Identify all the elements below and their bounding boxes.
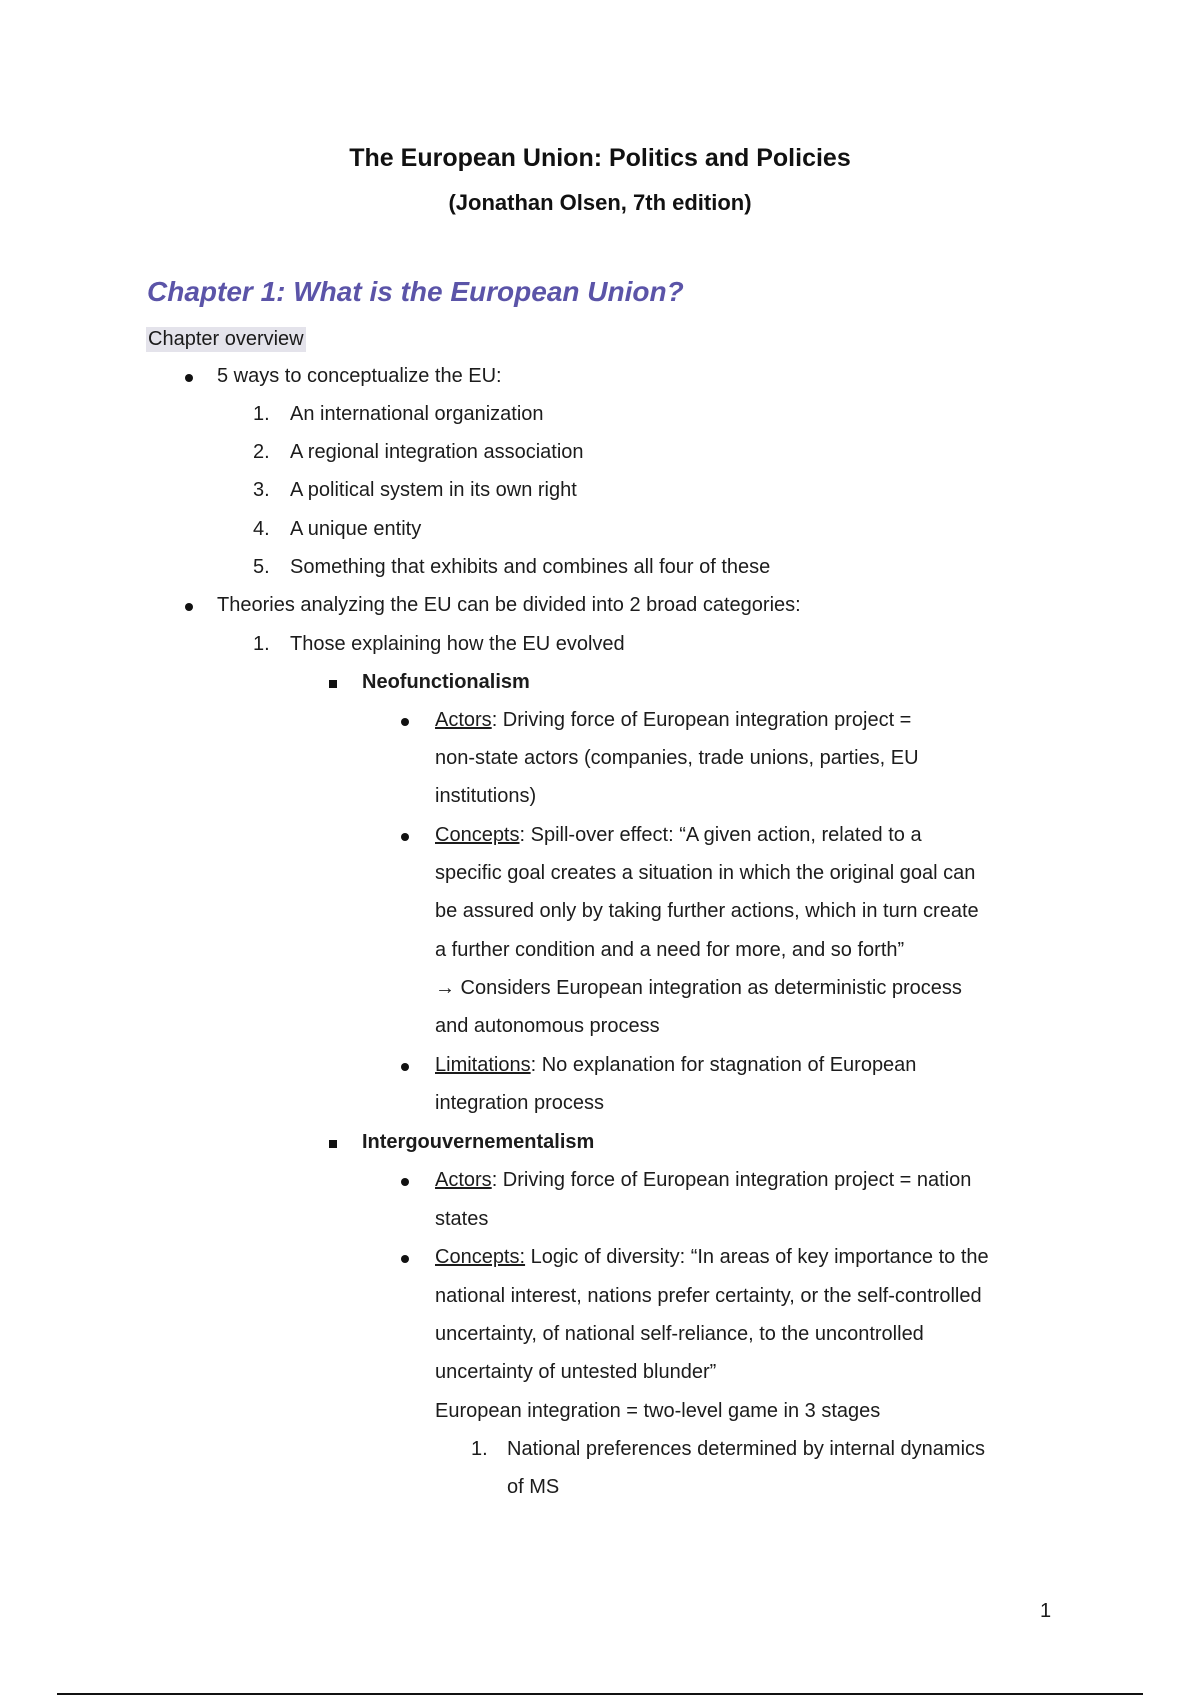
document-title: The European Union: Politics and Policies xyxy=(349,144,851,172)
list-item: A unique entity xyxy=(290,518,422,540)
bullet-icon xyxy=(401,1178,409,1186)
concepts-text: : Spill-over effect: “A given action, related to a xyxy=(519,824,922,846)
list-number: 4. xyxy=(253,518,270,540)
actors-label: Actors xyxy=(435,709,492,731)
list-number: 5. xyxy=(253,556,270,578)
square-bullet-icon xyxy=(329,680,337,688)
concepts-label: Concepts xyxy=(435,824,520,846)
list-item-continuation: uncertainty of untested blunder” xyxy=(435,1361,717,1383)
list-item-continuation: uncertainty, of national self-reliance, to the uncontrolled xyxy=(435,1323,924,1345)
document-subtitle: (Jonathan Olsen, 7th edition) xyxy=(448,190,752,215)
list-item: 5 ways to conceptualize the EU: xyxy=(217,365,502,387)
list-item-continuation: institutions) xyxy=(435,785,537,807)
concepts-label: Concepts: xyxy=(435,1246,526,1268)
list-item-continuation: a further condition and a need for more, and so forth” xyxy=(435,939,905,961)
bullet-icon xyxy=(401,833,409,841)
list-item xyxy=(435,1167,971,1193)
actors-label: Actors xyxy=(435,1169,492,1191)
list-item: A political system in its own right xyxy=(290,479,577,501)
list-item: National preferences determined by internal dynamics xyxy=(507,1438,986,1460)
chapter-heading: Chapter 1: What is the European Union? xyxy=(147,276,684,307)
bullet-icon xyxy=(401,718,409,726)
limitations-label: Limitations xyxy=(435,1054,531,1076)
list-number: 2. xyxy=(253,441,270,463)
list-item-continuation: non-state actors (companies, trade unions, parties, EU xyxy=(435,747,919,769)
list-number: 1. xyxy=(253,633,270,655)
bullet-icon xyxy=(185,603,193,611)
square-bullet-icon xyxy=(329,1140,337,1148)
list-item-continuation: integration process xyxy=(435,1092,604,1114)
list-item-continuation: and autonomous process xyxy=(435,1015,660,1037)
list-number: 3. xyxy=(253,479,270,501)
list-item-continuation: specific goal creates a situation in which the original goal can xyxy=(435,862,976,884)
list-item xyxy=(435,1244,989,1270)
list-item-continuation: national interest, nations prefer certainty, or the self-controlled xyxy=(435,1285,982,1307)
theory-heading-intergouvernementalism: Intergouvernementalism xyxy=(362,1131,595,1153)
limitations-text: : No explanation for stagnation of European xyxy=(530,1054,917,1076)
bullet-icon xyxy=(401,1063,409,1071)
list-item-continuation: of MS xyxy=(507,1476,560,1498)
list-item: Something that exhibits and combines all four of these xyxy=(290,556,771,578)
list-item xyxy=(435,1052,916,1078)
list-item-continuation: states xyxy=(435,1208,489,1230)
bullet-icon xyxy=(185,374,193,382)
list-item xyxy=(435,707,911,733)
actors-text: : Driving force of European integration project = nation xyxy=(491,1169,972,1191)
bullet-icon xyxy=(401,1255,409,1263)
list-item: Theories analyzing the EU can be divided into 2 broad categories: xyxy=(217,594,801,616)
list-item-continuation: be assured only by taking further actions, which in turn create xyxy=(435,900,979,922)
concepts-text: Logic of diversity: “In areas of key importance to the xyxy=(525,1246,989,1268)
list-item-continuation: → Considers European integration as deterministic process xyxy=(435,977,962,999)
chapter-overview-label: Chapter overview xyxy=(148,328,304,350)
list-item: A regional integration association xyxy=(290,441,584,463)
page-bottom-rule xyxy=(57,1693,1143,1695)
page-number: 1 xyxy=(1040,1600,1052,1622)
list-number: 1. xyxy=(471,1438,488,1460)
list-item: Those explaining how the EU evolved xyxy=(290,633,625,655)
list-item xyxy=(435,822,922,848)
list-item-continuation: European integration = two-level game in 3 stages xyxy=(435,1400,881,1422)
theory-heading-neofunctionalism: Neofunctionalism xyxy=(362,671,530,693)
list-item: An international organization xyxy=(290,403,544,425)
list-number: 1. xyxy=(253,403,270,425)
actors-text: : Driving force of European integration project = xyxy=(491,709,912,731)
